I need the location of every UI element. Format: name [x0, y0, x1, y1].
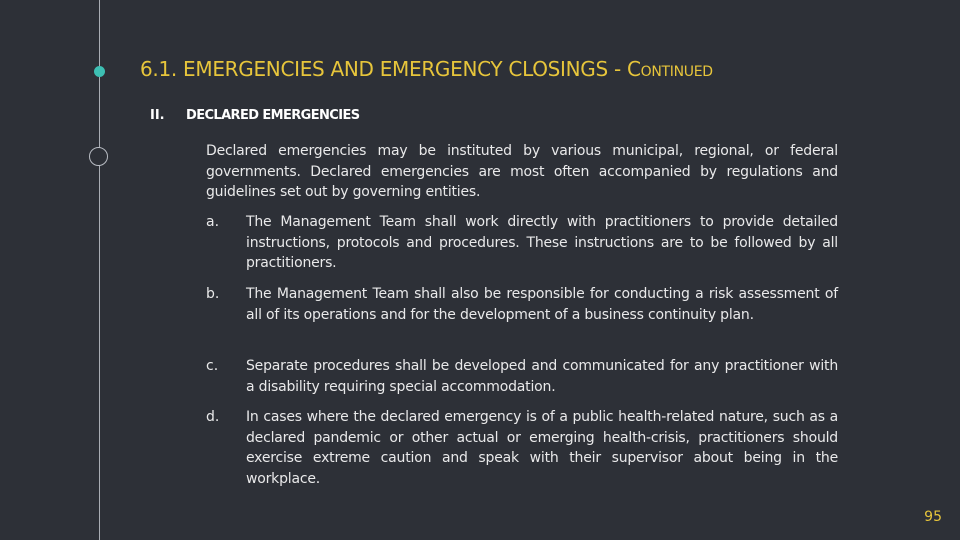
- slide-title: [140, 57, 920, 81]
- timeline-dot-hollow: [89, 147, 108, 166]
- timeline-dot-active: [94, 66, 105, 77]
- section-number: II.: [150, 108, 165, 123]
- list-item-marker: b.: [206, 286, 220, 302]
- timeline-line: [99, 0, 100, 540]
- list-item-text: In cases where the declared emergency is of a public health-related nature, such as a declared pandemic or other actual or emerging health-crisis, practitioners should exercise extreme caution and speak with their supervisor about being in the workplace.: [246, 409, 838, 487]
- list-item: [206, 356, 838, 397]
- list-item: [206, 284, 838, 325]
- page-number: 95: [924, 509, 942, 525]
- intro-paragraph: Declared emergencies may be instituted by various municipal, regional, or federal governments. Declared emergencies are most often accompanied by regulations and guidelines set out by governing entities.: [206, 143, 838, 200]
- section-heading: DECLARED EMERGENCIES: [186, 108, 360, 123]
- list-item-text: The Management Team shall work directly with practitioners to provide detailed instructions, protocols and procedures. These instructions are to be followed by all practitioners.: [246, 214, 838, 271]
- list-item-text: Separate procedures shall be developed and communicated for any practitioner with a disability requiring special accommodation.: [246, 358, 838, 395]
- list-item: [206, 212, 838, 274]
- list-item: [206, 407, 838, 489]
- slide-title-suffix: Continued: [626, 57, 713, 81]
- list-item-marker: c.: [206, 358, 219, 374]
- list-item-marker: a.: [206, 214, 220, 230]
- list-item-text: The Management Team shall also be responsible for conducting a risk assessment of all of its operations and for the development of a business continuity plan.: [246, 286, 838, 323]
- list-item-marker: d.: [206, 409, 220, 425]
- slide-title-main: 6.1. EMERGENCIES AND EMERGENCY CLOSINGS -: [140, 57, 627, 81]
